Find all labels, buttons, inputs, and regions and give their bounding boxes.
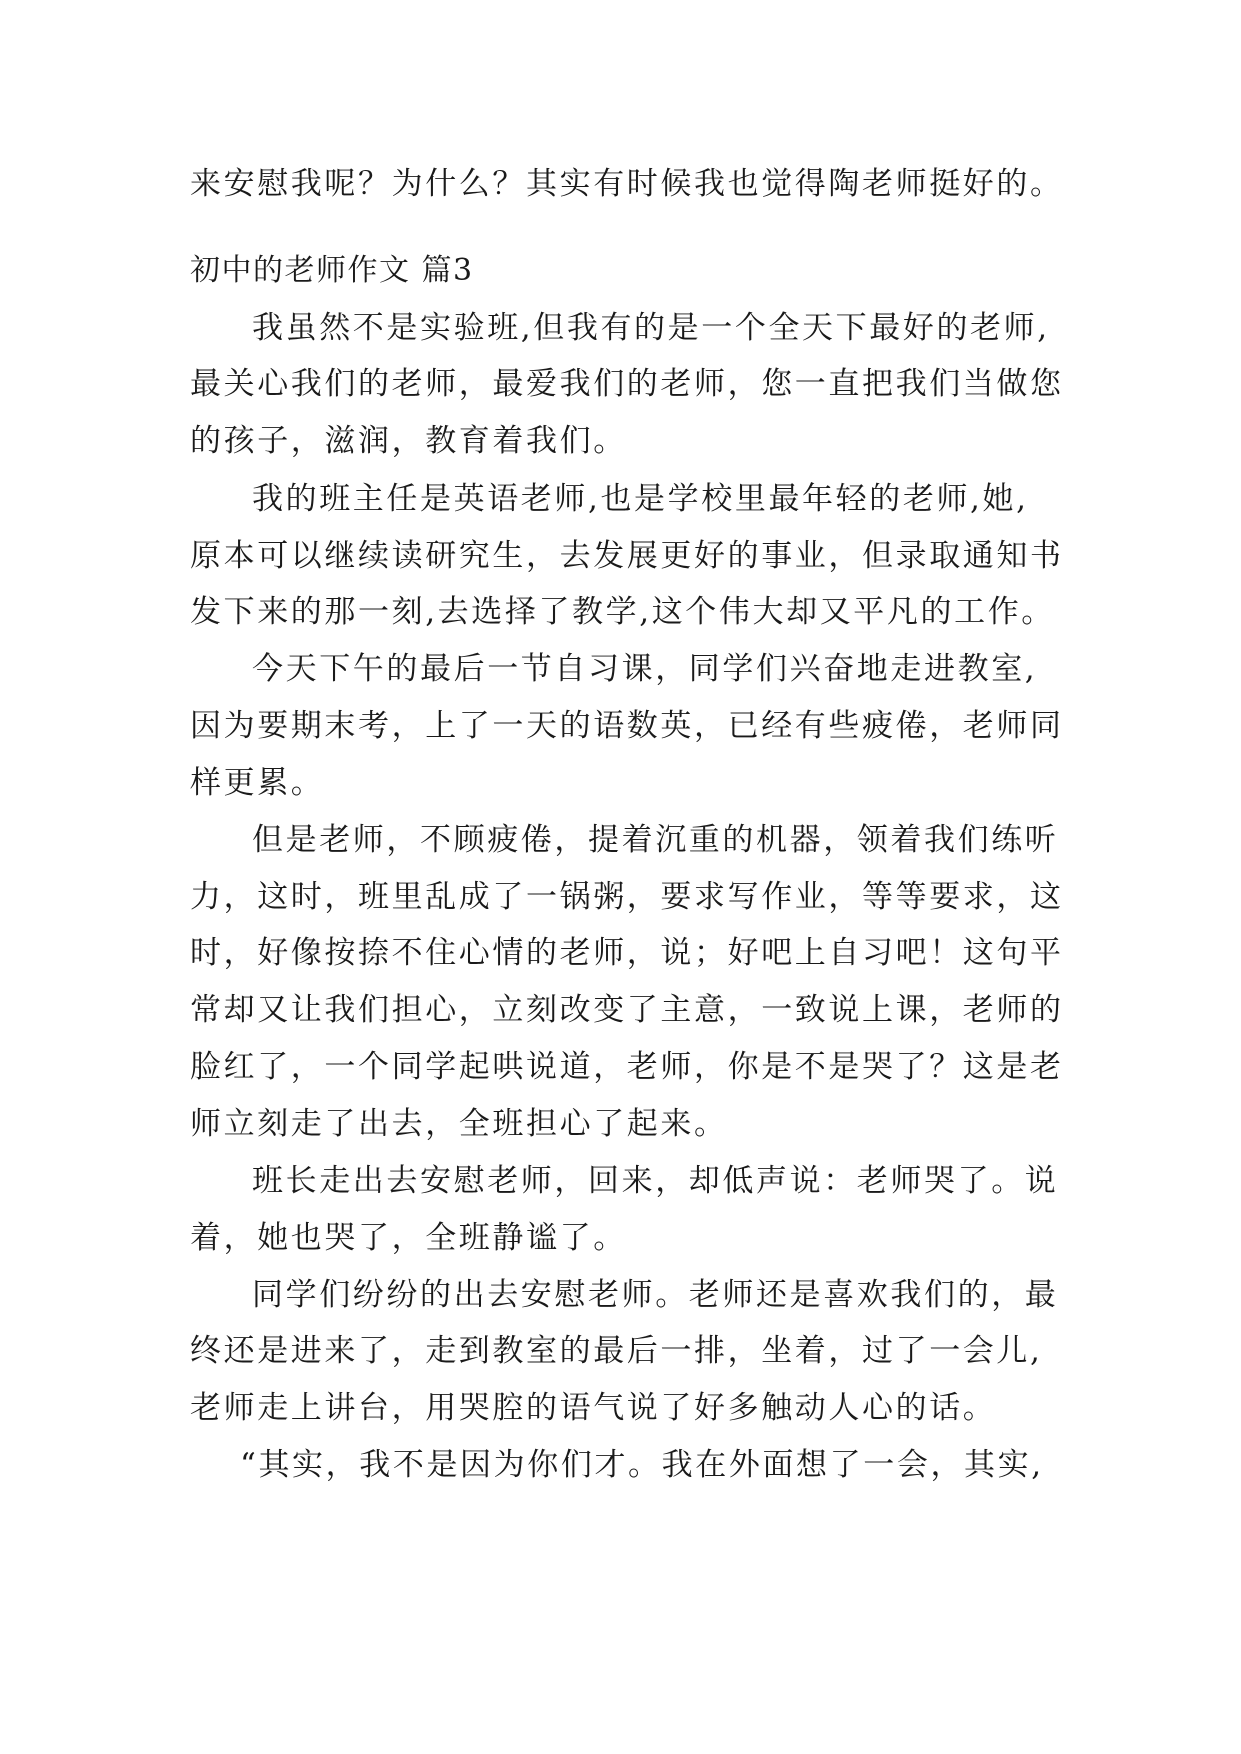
- paragraph-3-line-1: 今天下午的最后一节自习课，同学们兴奋地走进教室,: [252, 651, 1038, 687]
- paragraph-5-line-1: 班长走出去安慰老师，回来，却低声说：老师哭了。说: [252, 1163, 1059, 1199]
- paragraph-1-line-3: 的孩子，滋润，教育着我们。: [190, 423, 627, 459]
- section-heading: 初中的老师作文 篇3: [190, 253, 474, 288]
- paragraph-4-line-3: 时，好像按捺不住心情的老师，说；好吧上自习吧！这句平: [190, 935, 1064, 971]
- paragraph-6-line-3: 老师走上讲台，用哭腔的语气说了好多触动人心的话。: [190, 1390, 997, 1426]
- paragraph-1-line-1: 我虽然不是实验班,但我有的是一个全天下最好的老师,: [252, 310, 1050, 346]
- paragraph-2-line-1: 我的班主任是英语老师,也是学校里最年轻的老师,她,: [252, 481, 1029, 517]
- paragraph-5-line-2: 着，她也哭了，全班静谧了。: [190, 1220, 627, 1256]
- paragraph-7-line-1: “其实，我不是因为你们才。我在外面想了一会，其实,: [240, 1447, 1044, 1483]
- paragraph-6-line-1: 同学们纷纷的出去安慰老师。老师还是喜欢我们的，最: [252, 1277, 1059, 1313]
- paragraph-3-line-3: 样更累。: [190, 765, 325, 801]
- paragraph-4-line-5: 脸红了，一个同学起哄说道，老师，你是不是哭了？这是老: [190, 1049, 1064, 1085]
- paragraph-2-line-3: 发下来的那一刻,去选择了教学,这个伟大却又平凡的工作。: [190, 594, 1055, 630]
- paragraph-4-line-4: 常却又让我们担心，立刻改变了主意，一致说上课，老师的: [190, 992, 1064, 1028]
- text-line-1: 来安慰我呢？为什么？其实有时候我也觉得陶老师挺好的。: [190, 166, 1064, 202]
- paragraph-1-line-2: 最关心我们的老师，最爱我们的老师，您一直把我们当做您: [190, 366, 1064, 402]
- paragraph-3-line-2: 因为要期末考，上了一天的语数英，已经有些疲倦，老师同: [190, 708, 1064, 744]
- paragraph-4-line-2: 力，这时，班里乱成了一锅粥，要求写作业，等等要求，这: [190, 879, 1064, 915]
- paragraph-2-line-2: 原本可以继续读研究生，去发展更好的事业，但录取通知书: [190, 538, 1064, 574]
- paragraph-6-line-2: 终还是进来了，走到教室的最后一排，坐着，过了一会儿,: [190, 1333, 1043, 1369]
- paragraph-4-line-1: 但是老师，不顾疲倦，提着沉重的机器，领着我们练听: [252, 822, 1059, 858]
- paragraph-4-line-6: 师立刻走了出去，全班担心了起来。: [190, 1106, 728, 1142]
